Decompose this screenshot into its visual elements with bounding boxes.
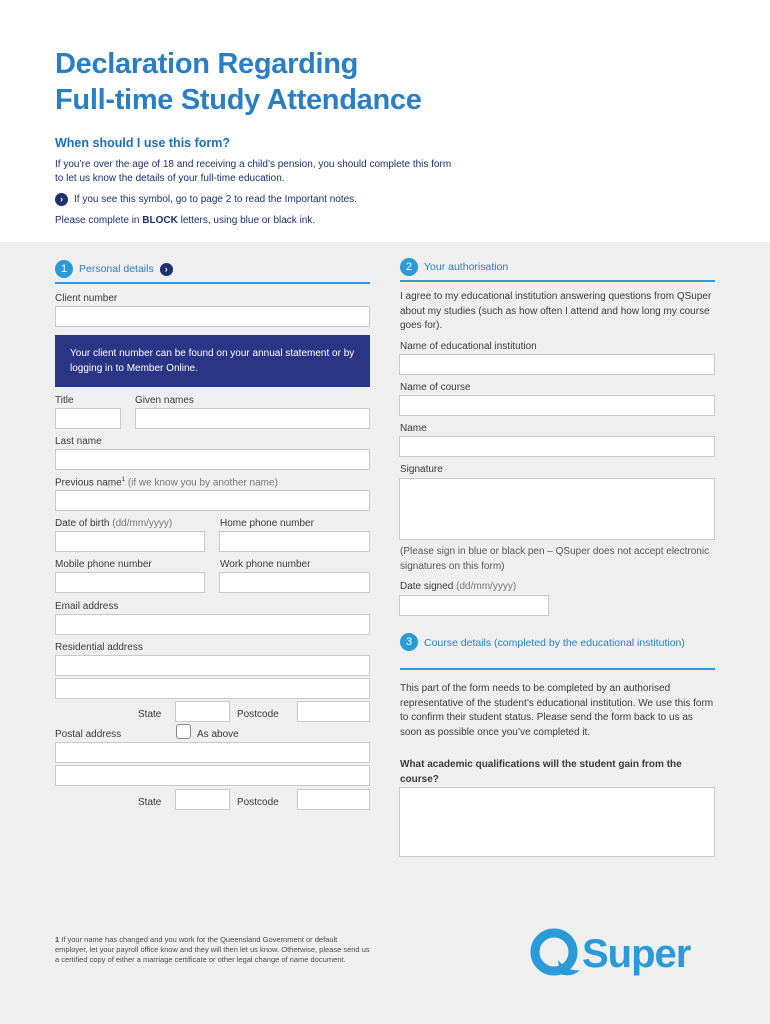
- footnote-text: If your name has changed and you work for the Queensland Government or default employer, let your payroll office know and they will then let us know. Otherwise, please send us a certified copy of either a marriage certificate or other legal change of name document.: [55, 935, 370, 964]
- residential-postcode-field[interactable]: [297, 701, 370, 722]
- block-post: letters, using blue or black ink.: [177, 215, 316, 226]
- residential-line-2[interactable]: [55, 678, 370, 699]
- footnote: [55, 935, 370, 965]
- previous-name-label: [55, 477, 278, 488]
- section3-title: Course details (completed by the educational institution): [424, 637, 685, 649]
- intro-text: [55, 158, 575, 186]
- date-signed-label: [400, 581, 516, 592]
- section3-heading: [400, 633, 694, 651]
- email-field[interactable]: [55, 614, 370, 635]
- qualifications-question: What academic qualifications will the student gain from the course?: [400, 759, 682, 785]
- home-phone-label: Home phone number: [220, 518, 314, 529]
- section2-number: 2: [400, 258, 418, 276]
- course-details-text: This part of the form needs to be completed by an authorised representative of the student’s educational institution. We use this form to confirm their student status. Please send the form back to us as soon as possible once you’ve completed it.: [400, 683, 714, 738]
- when-heading: When should I use this form?: [55, 136, 230, 150]
- section1-number: 1: [55, 260, 73, 278]
- postal-postcode-field[interactable]: [297, 789, 370, 810]
- title-line-2: Full-time Study Attendance: [55, 84, 422, 116]
- course-label: Name of course: [400, 382, 471, 393]
- institution-label: Name of educational institution: [400, 341, 537, 352]
- section2-rule: [400, 280, 715, 282]
- residential-line-1[interactable]: [55, 655, 370, 676]
- title-label: Title: [55, 395, 74, 406]
- authorisation-text: I agree to my educational institution answering questions from QSuper about my studies (such as how often I attend and how long my course goes for).: [400, 291, 712, 331]
- q-logo-icon: [530, 928, 582, 980]
- qualifications-field[interactable]: [399, 787, 715, 857]
- as-above-checkbox[interactable]: [176, 724, 191, 739]
- client-number-field[interactable]: [55, 306, 370, 327]
- postal-postcode-label: Postcode: [237, 797, 279, 808]
- section3-number: 3: [400, 633, 418, 651]
- work-phone-label: Work phone number: [220, 559, 311, 570]
- postal-line-2[interactable]: [55, 765, 370, 786]
- postal-line-1[interactable]: [55, 742, 370, 763]
- residential-state-field[interactable]: [175, 701, 230, 722]
- footnote-number: 1: [55, 935, 60, 944]
- name-field[interactable]: [399, 436, 715, 457]
- given-names-label: Given names: [135, 395, 194, 406]
- block-letters-note: [55, 215, 315, 226]
- client-number-notice: Your client number can be found on your annual statement or by logging in to Member Online.: [55, 335, 370, 387]
- footnote-ref: 1: [121, 477, 126, 483]
- work-phone-field[interactable]: [219, 572, 370, 593]
- previous-name-text: Previous name: [55, 477, 122, 489]
- symbol-note-text: If you see this symbol, go to page 2 to read the Important notes.: [74, 194, 357, 205]
- residential-state-label: State: [138, 709, 162, 720]
- as-above-label: As above: [197, 729, 239, 740]
- section2-heading: [400, 258, 508, 276]
- section1-rule: [55, 282, 370, 284]
- client-number-label: Client number: [55, 293, 118, 304]
- dob-text: Date of birth: [55, 518, 110, 529]
- block-pre: Please complete in: [55, 215, 143, 226]
- symbol-note: [55, 193, 357, 206]
- title-field[interactable]: [55, 408, 121, 429]
- intro-line-2: to let us know the details of your full-time education.: [55, 173, 285, 184]
- given-names-field[interactable]: [135, 408, 370, 429]
- course-field[interactable]: [399, 395, 715, 416]
- institution-field[interactable]: [399, 354, 715, 375]
- dob-label: [55, 518, 172, 529]
- block-word: BLOCK: [142, 215, 178, 226]
- date-signed-field[interactable]: [399, 595, 549, 616]
- section2-title: Your authorisation: [424, 261, 509, 273]
- postal-state-label: State: [138, 797, 162, 808]
- arrow-right-icon: ›: [160, 263, 173, 276]
- signature-box[interactable]: [399, 478, 715, 540]
- previous-name-field[interactable]: [55, 490, 370, 511]
- mobile-phone-label: Mobile phone number: [55, 559, 152, 570]
- postal-state-field[interactable]: [175, 789, 230, 810]
- section3-rule: [400, 668, 715, 670]
- name-label: Name: [400, 423, 427, 434]
- intro-line-1: If you’re over the age of 18 and receiving a child’s pension, you should complete this form: [55, 159, 452, 170]
- previous-name-hint: (if we know you by another name): [125, 477, 278, 489]
- signature-note: (Please sign in blue or black pen – QSuper does not accept electronic signatures on this form): [400, 546, 710, 572]
- dob-field[interactable]: [55, 531, 205, 552]
- postal-label: Postal address: [55, 729, 122, 740]
- email-label: Email address: [55, 601, 119, 612]
- last-name-field[interactable]: [55, 449, 370, 470]
- qsuper-logo: [530, 928, 690, 980]
- signature-label: Signature: [400, 464, 443, 475]
- residential-postcode-label: Postcode: [237, 709, 279, 720]
- section1-title: Personal details: [79, 263, 154, 275]
- section1-heading: [55, 260, 173, 278]
- dob-hint: (dd/mm/yyyy): [109, 518, 173, 529]
- last-name-label: Last name: [55, 436, 102, 447]
- page-title: [55, 46, 422, 118]
- residential-label: Residential address: [55, 642, 143, 653]
- mobile-phone-field[interactable]: [55, 572, 205, 593]
- logo-text: Super: [582, 931, 691, 976]
- date-signed-text: Date signed: [400, 581, 454, 592]
- home-phone-field[interactable]: [219, 531, 370, 552]
- date-signed-hint: (dd/mm/yyyy): [453, 581, 517, 592]
- arrow-right-icon: ›: [55, 193, 68, 206]
- title-line-1: Declaration Regarding: [55, 48, 359, 80]
